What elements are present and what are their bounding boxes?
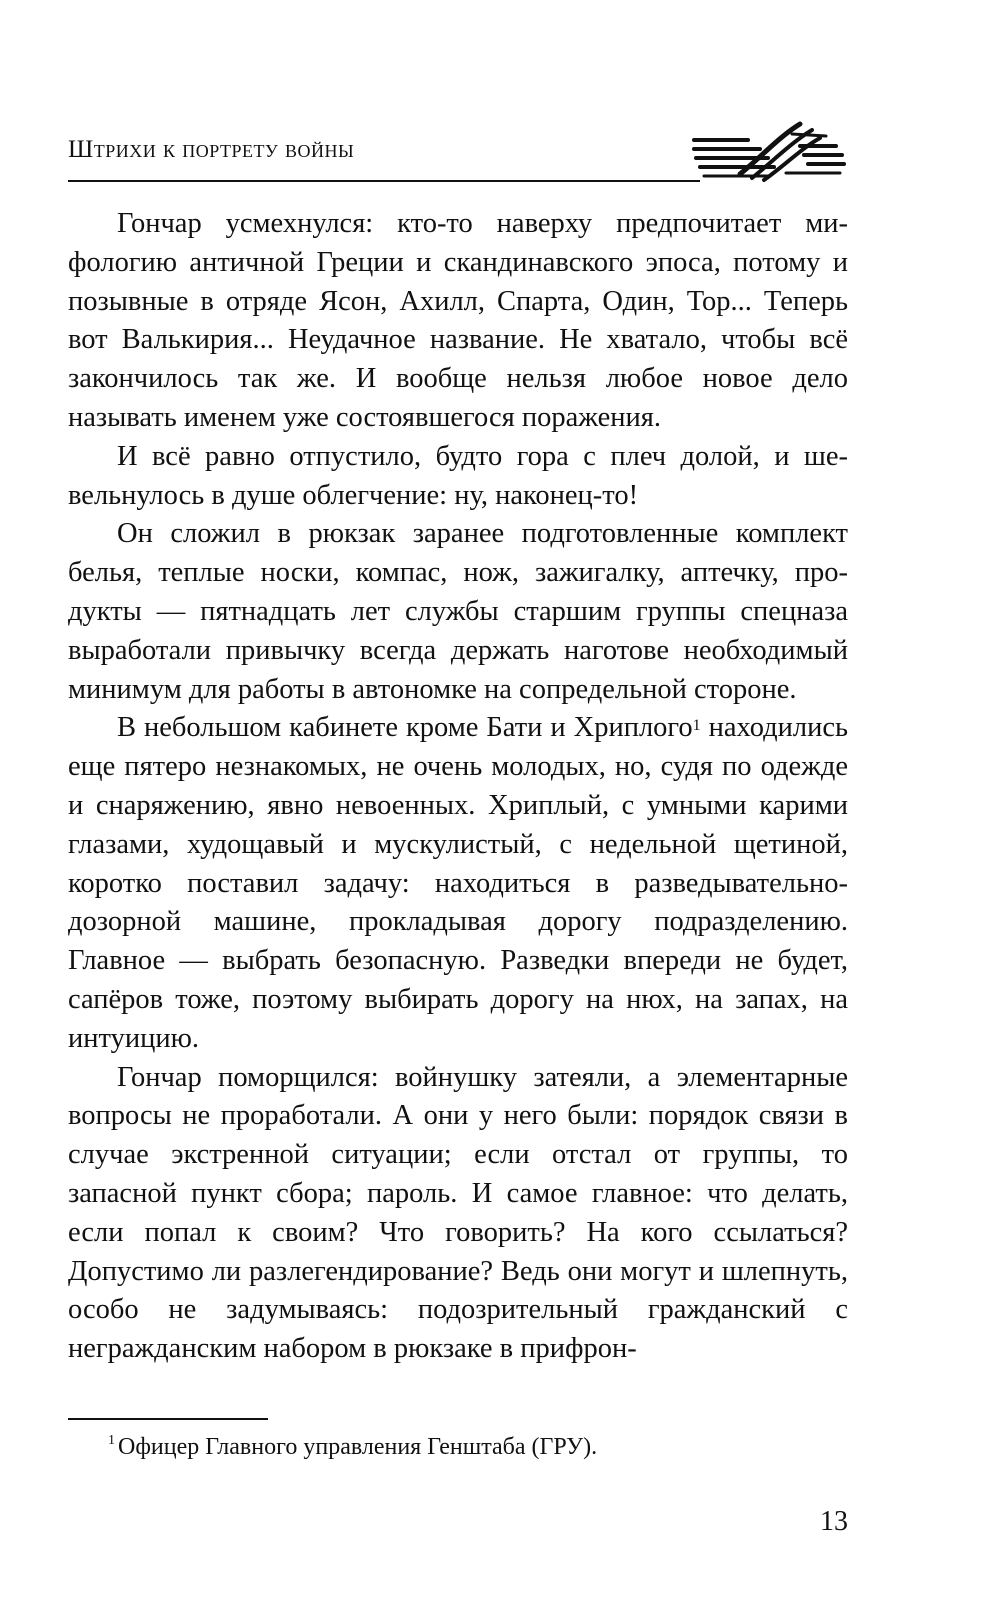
header-ornament-icon (690, 118, 848, 188)
paragraph (68, 709, 848, 1058)
paragraph: И всё равно отпустило, будто гора с плеч долой, и шевельнулось в душе облегчение: ну, наконец-то! (68, 440, 848, 511)
footnote-rule (68, 1418, 268, 1420)
footnote-mark: 1 (108, 1433, 115, 1448)
footnote-text: Офицер Главного управления Генштаба (ГРУ). (118, 1434, 598, 1460)
paragraph: Он сложил в рюкзак заранее подготовленные комплект белья, теплые носки, компас, нож, зажигалку, аптечку, продукты — пятнадцать лет службы старшим группы спецназа выработали привычку всегда держать наготове необходимый минимум для работы в автономке на сопредельной стороне. (68, 518, 848, 705)
page-number: 13 (820, 1506, 848, 1537)
paragraph: Гончар усмехнулся: кто-то наверху предпочитает мифологию античной Греции и скандинавского эпоса, потому и позывные в отряде Ясон, Ахилл, Спарта, Один, Тор... Теперь вот Валькирия... Неудачное название. Не хватало, чтобы всё закончилось так же. И вообще нельзя любое новое дело называть именем уже состоявшегося поражения. (68, 208, 848, 433)
paragraph: Гончар поморщился: войнушку затеяли, а элементарные вопросы не проработали. А они у него были: порядок связи в случае экстренной ситуации; если отстал от группы, то запасной пункт сбора; пароль. И самое главное: что делать, если попал к своим? Что говорить? На кого ссылаться? Допустимо ли разлегендирование? Ведь они могут и шлепнуть, особо не задумываясь: подозрительный гражданский с негражданским набором в рюкзаке в прифрон- (68, 1061, 848, 1365)
footnote-reference[interactable]: 1 (692, 717, 701, 735)
paragraph-text: находились еще пятеро незнакомых, не очень молодых, но, судя по одежде и снаряжению, явно невоенных. Хриплый, с умными карими глазами, худощавый и мускулистый, с недельной щетиной, коротко поставил задачу: находиться в разведывательно-дозорной машине, прокладывая дорогу подразделению. Главное — выбрать безопасную. Разведки впереди не будет, сапёров тоже, поэтому выбирать дорогу на нюх, на запах, на интуицию. (68, 712, 849, 1054)
header-rule (68, 180, 700, 182)
footnote (108, 1434, 597, 1461)
page-header (68, 118, 848, 188)
paragraph-text: В небольшом кабинете кроме Бати и Хриплого (117, 712, 693, 744)
running-title: Штрихи к портрету войны (68, 136, 355, 163)
body-text (68, 205, 848, 1369)
